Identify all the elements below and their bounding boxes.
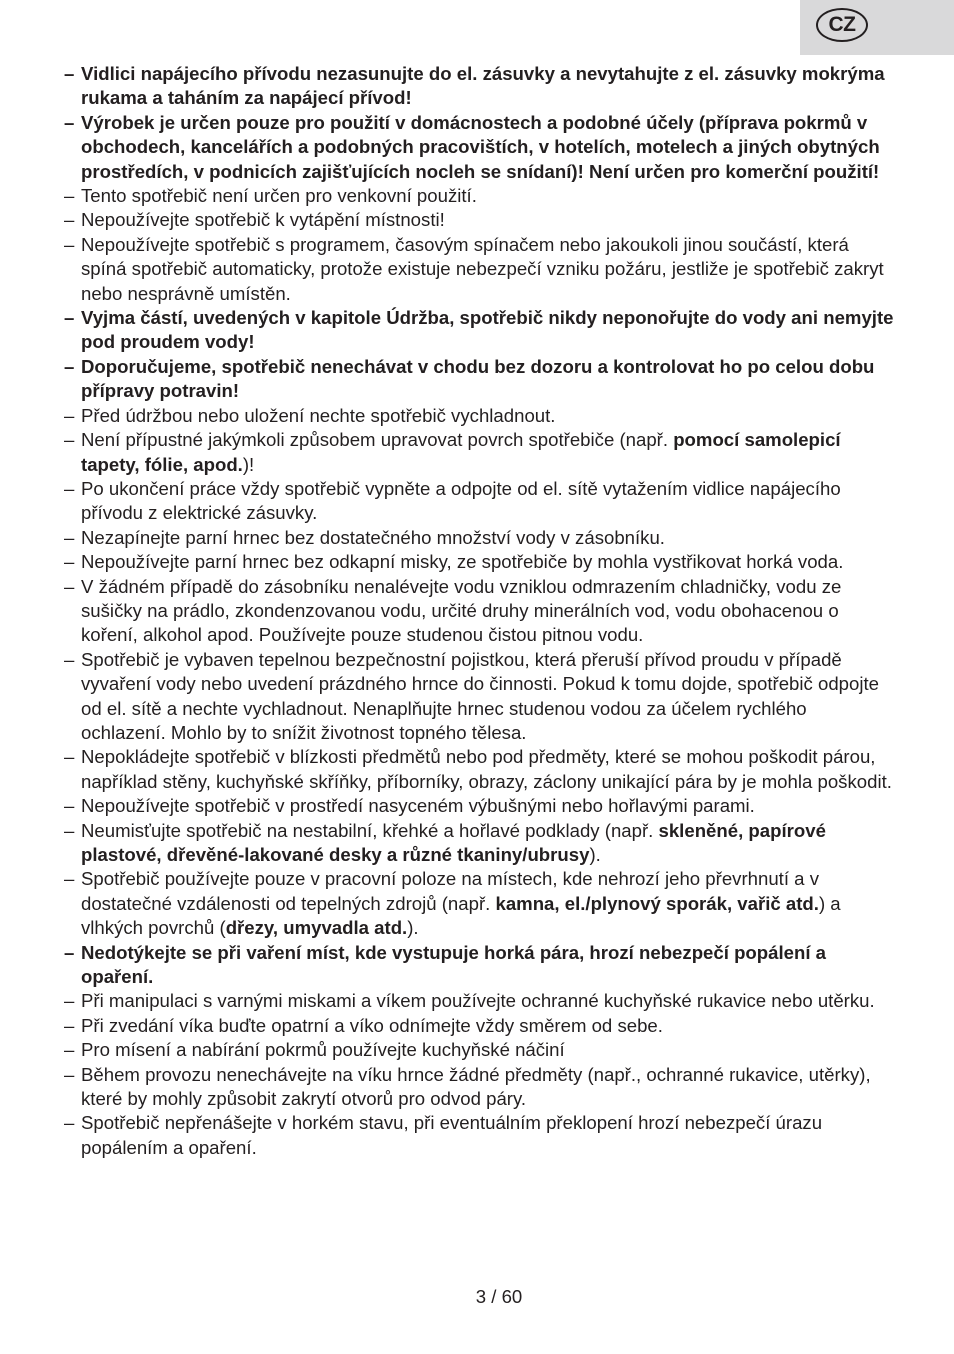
text: Nepoužívejte parní hrnec bez odkapní misky, ze spotřebiče by mohla vystřikovat horká voda. xyxy=(81,551,844,573)
list-item xyxy=(64,941,894,990)
text: Spotřebič je vybaven tepelnou bezpečnostní pojistkou, která přeruší přívod proudu v případě vyvaření vody nebo uvedení prázdného hrnce do činnosti. Pokud k tomu dojde, spotřebič odpojte od el. sítě a nechte vychladnout. Nenaplňujte hrnec studenou vodou za účelem rychlého ochlazení. Mohlo by to snížit životnost topného tělesa. xyxy=(81,648,879,743)
list-item xyxy=(64,477,894,526)
text: Spotřebič používejte pouze v pracovní poloze na místech, kde nehrozí jeho převrhnutí a v dostatečné vzdálenosti od tepelných zdrojů (např. xyxy=(81,868,819,914)
list-dash: – xyxy=(64,746,75,768)
list-dash: – xyxy=(64,1039,75,1061)
list-item xyxy=(64,989,894,1013)
text: )! xyxy=(242,453,255,475)
list-item xyxy=(64,1063,894,1112)
bold-text: Doporučujeme, spotřebič nenechávat v chodu bez dozoru a kontrolovat ho po celou dobu přípravy potravin! xyxy=(81,355,875,402)
list-dash: – xyxy=(64,63,75,84)
list-dash: – xyxy=(64,1063,75,1085)
list-item xyxy=(64,428,894,477)
text: Nepoužívejte spotřebič s programem, časovým spínačem nebo jakoukoli jinou součástí, která spíná spotřebič automaticky, protože existuje nebezpečí vzniku požáru, jestliže je spotřebič zakryt nebo nesprávně umístěn. xyxy=(81,233,884,304)
bold-text: Vidlici napájecího přívodu nezasunujte do el. zásuvky a nevytahujte z el. zásuvky mokrýma rukama a taháním za napájecí přívod! xyxy=(81,63,885,109)
list-item xyxy=(64,62,894,111)
list-item xyxy=(64,526,894,550)
text: Při manipulaci s varnými miskami a víkem používejte ochranné kuchyňské rukavice nebo utěrku. xyxy=(81,990,875,1012)
list-item xyxy=(64,184,894,208)
list-item xyxy=(64,404,894,428)
list-dash: – xyxy=(64,648,75,670)
text: Nezapínejte parní hrnec bez dostatečného množství vody v zásobníku. xyxy=(81,526,665,548)
list-dash: – xyxy=(64,1014,75,1036)
list-dash: – xyxy=(64,941,75,963)
bold-text: kamna, el./plynový sporák, vařič atd. xyxy=(495,892,819,914)
list-dash: – xyxy=(64,209,75,231)
text: Neumisťujte spotřebič na nestabilní, křehké a hořlavé podklady (např. xyxy=(81,819,659,841)
text: ). xyxy=(589,844,601,865)
text: Není přípustné jakýmkoli způsobem upravovat povrch spotřebiče (např. xyxy=(81,429,674,451)
text: Pro mísení a nabírání pokrmů používejte kuchyňské náčiní xyxy=(81,1039,565,1061)
list-dash: – xyxy=(64,1112,75,1134)
bold-text: Výrobek je určen pouze pro použití v domácnostech a podobné účely (příprava pokrmů v obchodech, kancelářích a podobných pracovištích, v hotelích, motelech a jiných obytných prostředích, v podnicích zajišťujících nocleh se snídaní)! Není určen pro komerční použití! xyxy=(81,111,880,182)
list-item xyxy=(64,111,894,184)
bold-text: skleněné, papírové plastové, dřevěné-lakované desky a různé tkaniny/ubrusy xyxy=(81,819,826,865)
list-dash: – xyxy=(64,868,75,890)
text: ). xyxy=(407,917,419,939)
bold-text: dřezy, umyvadla atd. xyxy=(225,917,408,939)
list-dash: – xyxy=(64,233,75,255)
list-item xyxy=(64,745,894,794)
list-dash: – xyxy=(64,551,75,573)
list-dash: – xyxy=(64,404,75,426)
text: Spotřebič nepřenášejte v horkém stavu, při eventuálním překlopení hrozí nebezpečí úrazu popálením a opaření. xyxy=(81,1112,823,1158)
list-dash: – xyxy=(64,185,75,207)
list-dash: – xyxy=(64,111,75,133)
list-item xyxy=(64,819,894,868)
bold-text: Nedotýkejte se při vaření míst, kde vystupuje horká pára, hrozí nebezpečí popálení a opaření. xyxy=(81,941,827,988)
text: Po ukončení práce vždy spotřebič vypněte a odpojte od el. sítě vytažením vidlice napájecího přívodu z elektrické zásuvky. xyxy=(81,477,841,524)
list-dash: – xyxy=(64,477,75,499)
text: Tento spotřebič není určen pro venkovní použití. xyxy=(81,185,477,207)
safety-instructions-list xyxy=(64,62,894,1160)
list-item xyxy=(64,1038,894,1062)
list-item xyxy=(64,1014,894,1038)
page-number: 3 / 60 xyxy=(475,1286,523,1307)
text: V žádném případě do zásobníku nenalévejte vodu vzniklou odmrazením chladničky, vodu ze sušičky na prádlo, zkondenzovanou vodu, určité druhy minerálních vod, vodu obohacenou o koření, alkohol apod. Používejte pouze studenou čistou pitnou vodu. xyxy=(81,575,842,646)
text: Nepoužívejte spotřebič k vytápění místnosti! xyxy=(81,209,445,231)
list-item xyxy=(64,794,894,818)
list-dash: – xyxy=(64,429,75,451)
list-dash: – xyxy=(64,819,75,841)
list-item xyxy=(64,575,894,648)
list-item xyxy=(64,355,894,404)
text: Během provozu nenechávejte na víku hrnce žádné předměty (např., ochranné rukavice, utěrky), které by mohly způsobit zakrytí otvorů pro odvod páry. xyxy=(81,1063,871,1110)
list-dash: – xyxy=(64,526,75,548)
list-dash: – xyxy=(64,307,75,329)
language-badge: CZ xyxy=(816,8,868,42)
list-item xyxy=(64,233,894,306)
text: Při zvedání víka buďte opatrní a víko odnímejte vždy směrem od sebe. xyxy=(81,1014,663,1036)
text: Před údržbou nebo uložení nechte spotřebič vychladnout. xyxy=(81,404,556,426)
list-dash: – xyxy=(64,795,75,817)
list-item xyxy=(64,306,894,355)
list-dash: – xyxy=(64,575,75,597)
list-item xyxy=(64,648,894,746)
list-item xyxy=(64,867,894,940)
language-tab xyxy=(800,0,954,55)
list-item xyxy=(64,1111,894,1160)
text: Nepoužívejte spotřebič v prostředí nasyceném výbušnými nebo hořlavými parami. xyxy=(81,795,755,817)
bold-text: Vyjma částí, uvedených v kapitole Údržba, spotřebič nikdy neponořujte do vody ani nemyjte pod proudem vody! xyxy=(81,307,894,353)
text: Nepokládejte spotřebič v blízkosti předmětů nebo pod předměty, které se mohou poškodit párou, například stěny, kuchyňské skříňky, příborníky, obrazy, záclony unikající pára by je mohla poškodit. xyxy=(81,746,892,792)
text: ) a vlhkých povrchů ( xyxy=(81,892,841,939)
list-dash: – xyxy=(64,990,75,1012)
list-item xyxy=(64,550,894,574)
bold-text: pomocí samolepicí tapety, fólie, apod. xyxy=(81,429,841,475)
list-item xyxy=(64,208,894,232)
list-dash: – xyxy=(64,355,75,377)
